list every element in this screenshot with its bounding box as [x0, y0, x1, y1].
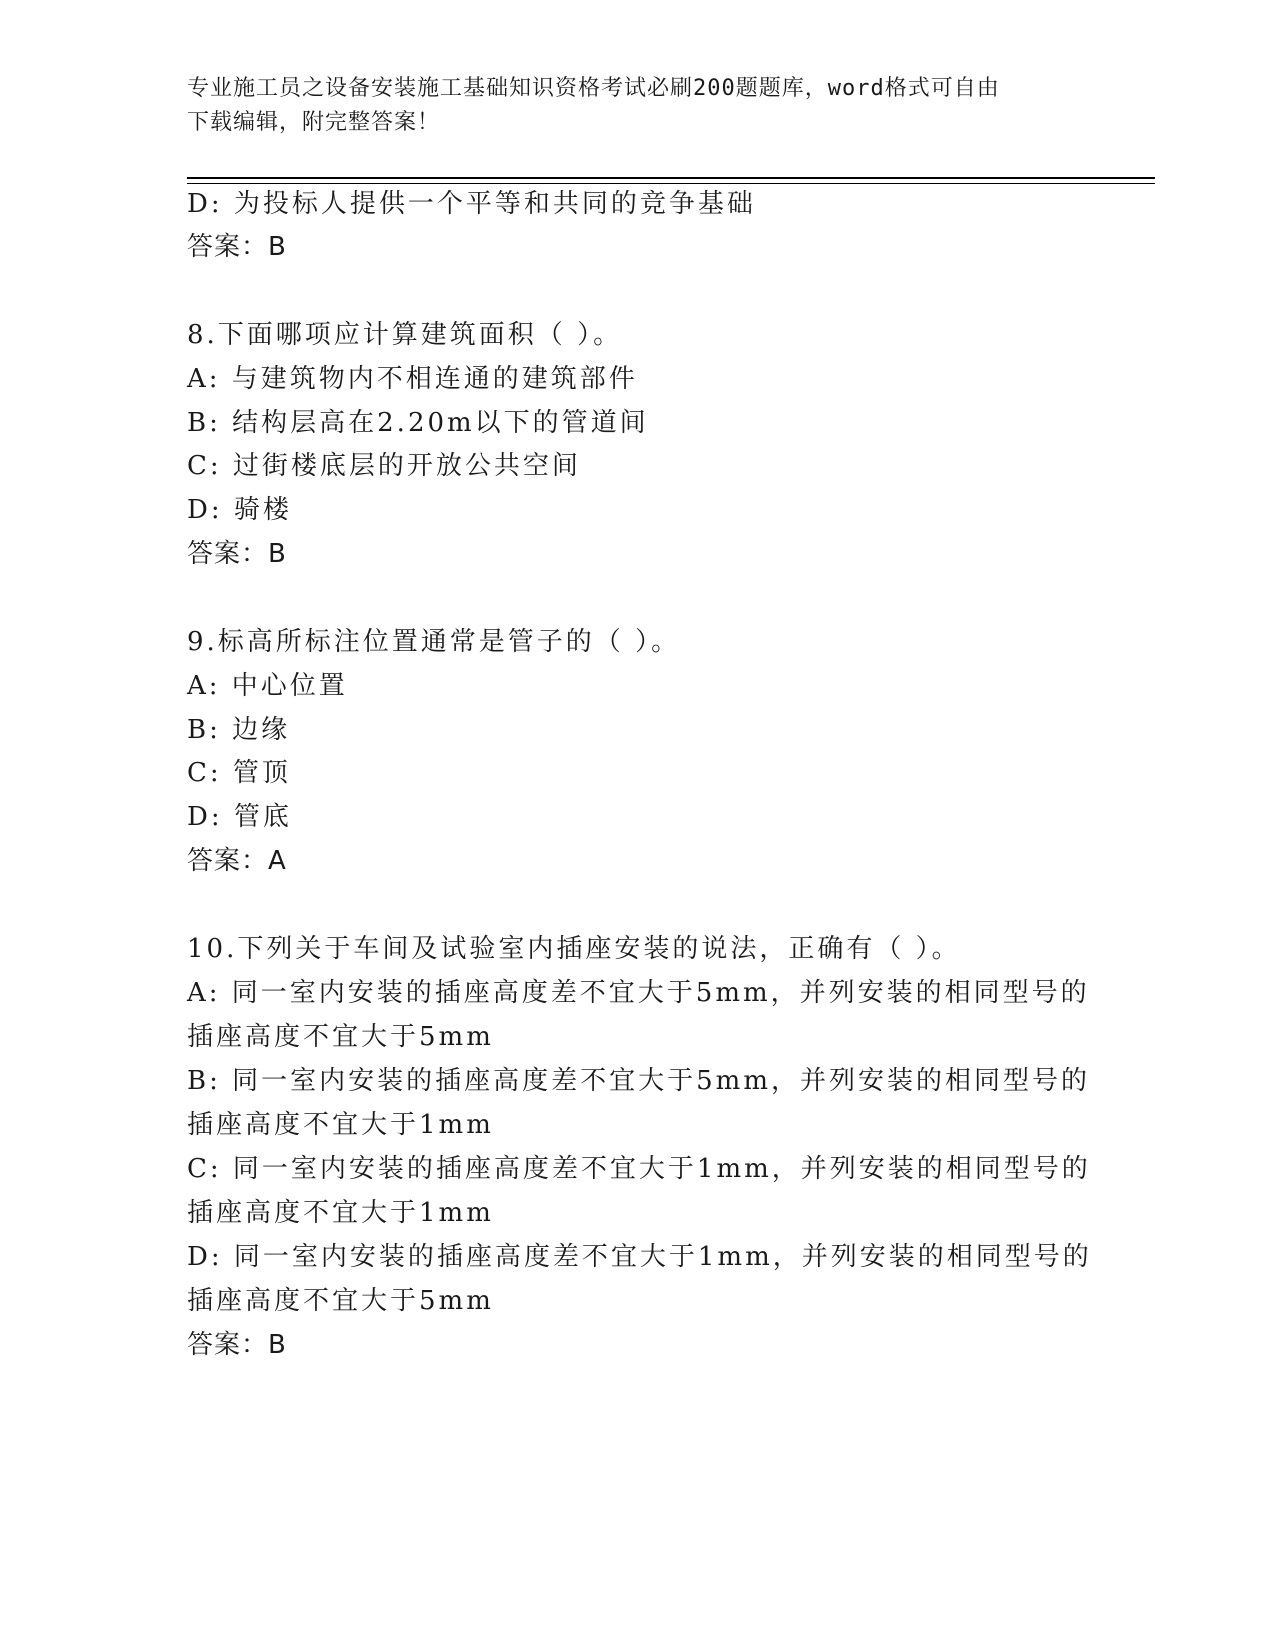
document-header	[187, 72, 1067, 140]
q8-option-a: A: 与建筑物内不相连通的建筑部件	[187, 364, 638, 394]
q10-option-b-line-2: 插座高度不宜大于1mm	[187, 1110, 494, 1140]
q10-option-d-line-1: D: 同一室内安装的插座高度差不宜大于1mm，并列安装的相同型号的	[187, 1242, 1092, 1272]
q9-option-d: D: 管底	[187, 802, 292, 832]
q10-option-c-line-2: 插座高度不宜大于1mm	[187, 1198, 494, 1228]
prev-option-d: D: 为投标人提供一个平等和共同的竞争基础	[187, 189, 756, 219]
q9-option-a: A: 中心位置	[187, 671, 348, 701]
q10-option-a-line-1: A: 同一室内安装的插座高度差不宜大于5mm，并列安装的相同型号的	[187, 978, 1090, 1008]
q10-stem: 10.下列关于车间及试验室内插座安装的说法，正确有（ ）。	[187, 934, 961, 964]
q9-option-b: B: 边缘	[187, 715, 291, 745]
q8-stem: 8.下面哪项应计算建筑面积（ ）。	[187, 320, 623, 350]
header-rule-thick	[187, 177, 1155, 179]
q10-option-c-line-1: C: 同一室内安装的插座高度差不宜大于1mm，并列安装的相同型号的	[187, 1154, 1091, 1184]
prev-answer: 答案：B	[187, 232, 287, 262]
q9-stem: 9.标高所标注位置通常是管子的（ ）。	[187, 627, 681, 657]
q10-answer: 答案：B	[187, 1330, 287, 1360]
q8-option-b: B: 结构层高在2.20m以下的管道间	[187, 408, 649, 438]
q10-option-d-line-2: 插座高度不宜大于5mm	[187, 1286, 494, 1316]
q8-answer: 答案：B	[187, 539, 287, 569]
header-line-1: 专业施工员之设备安装施工基础知识资格考试必刷200题题库，word格式可自由	[187, 76, 1000, 101]
header-line-2: 下载编辑，附完整答案！	[187, 110, 441, 135]
q10-option-b-line-1: B: 同一室内安装的插座高度差不宜大于5mm，并列安装的相同型号的	[187, 1066, 1090, 1096]
q10-option-a-line-2: 插座高度不宜大于5mm	[187, 1022, 494, 1052]
q8-option-c: C: 过街楼底层的开放公共空间	[187, 451, 581, 481]
q9-answer: 答案：A	[187, 846, 287, 876]
q9-option-c: C: 管顶	[187, 758, 291, 788]
q8-option-d: D: 骑楼	[187, 495, 292, 525]
